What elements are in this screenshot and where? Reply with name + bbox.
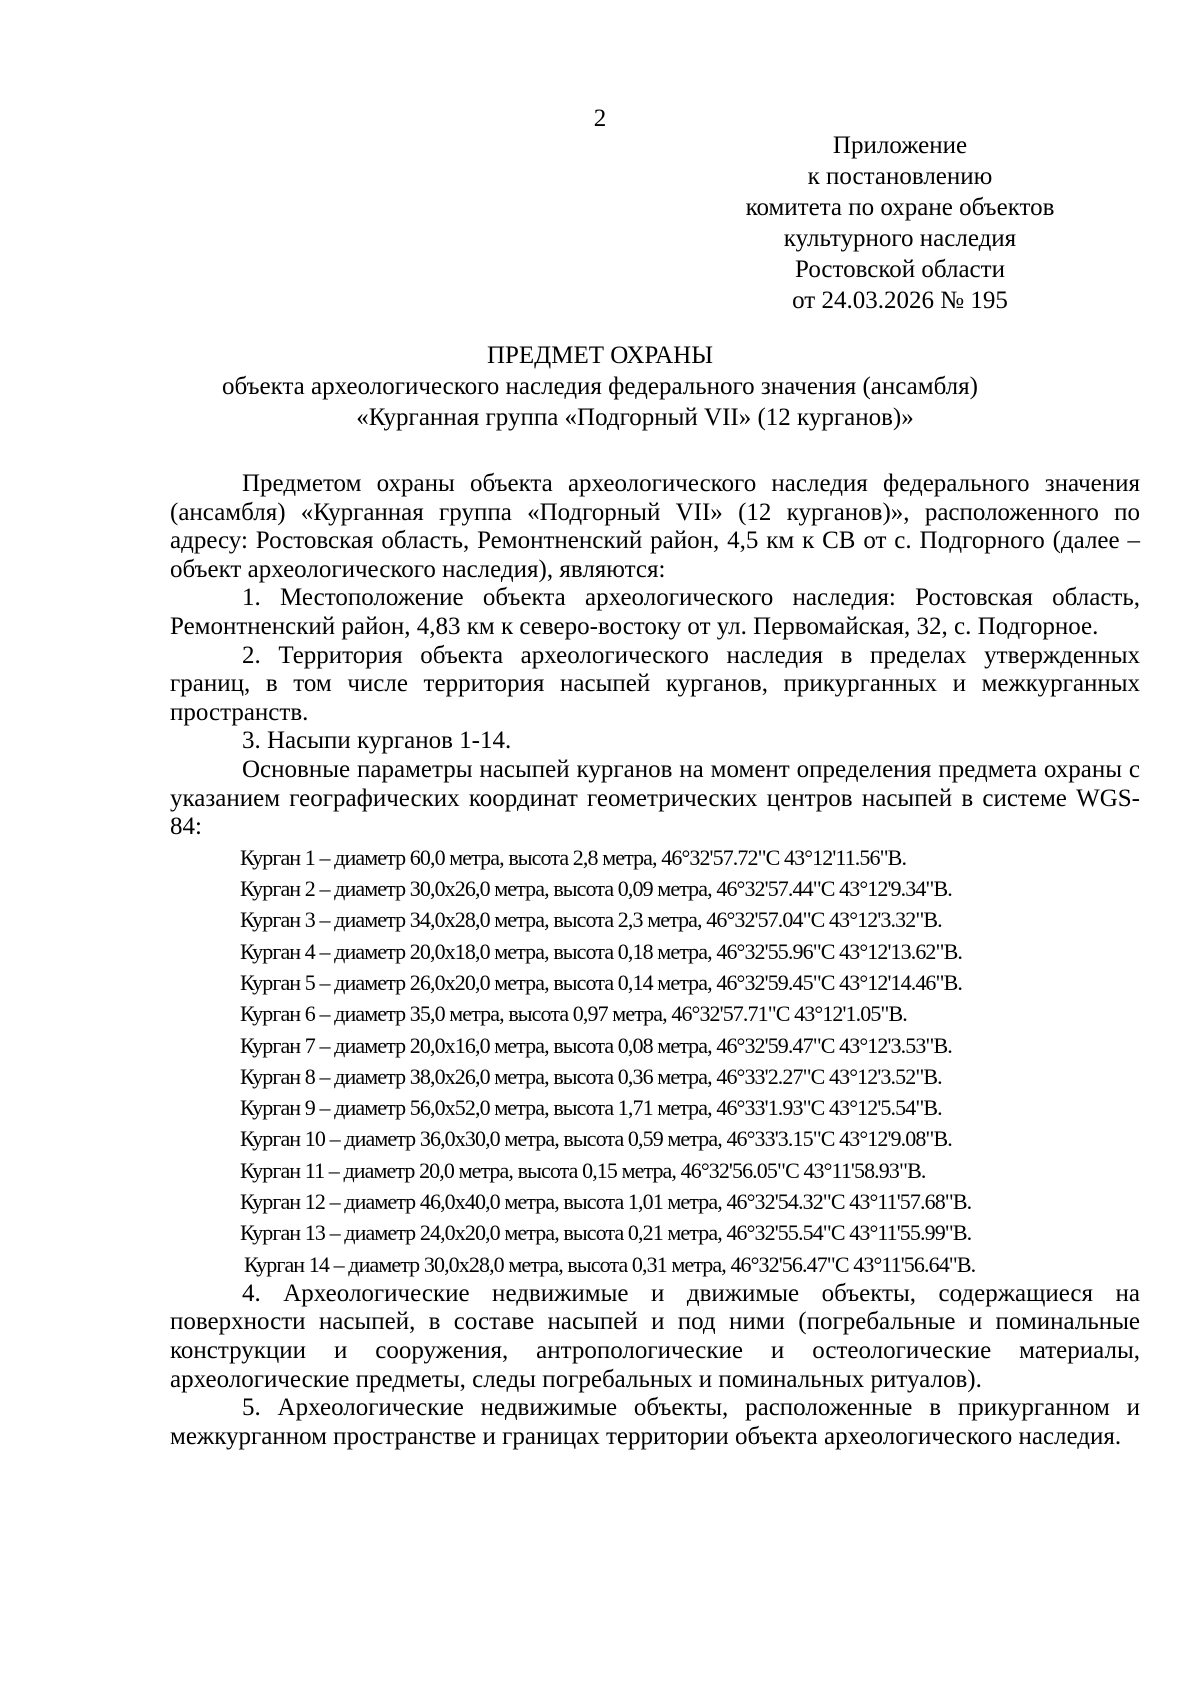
kurgan-item: Курган 14 – диаметр 30,0х28,0 метра, высота 0,31 метра, 46°32'56.47"С 43°11'56.64"В. — [244, 1251, 976, 1277]
annex-header — [740, 130, 1060, 316]
kurgan-item: Курган 2 – диаметр 30,0х26,0 метра, высота 0,09 метра, 46°32'57.44"С 43°12'9.34"В. — [240, 876, 952, 902]
kurgan-item: Курган 7 – диаметр 20,0х16,0 метра, высота 0,08 метра, 46°32'59.47"С 43°12'3.53"В. — [240, 1032, 952, 1058]
annex-line: Ростовской области — [795, 256, 1005, 283]
document-subtitle: объекта археологического наследия федерального значения (ансамбля) — [222, 373, 978, 400]
paragraph-intro: Предметом охраны объекта археологического наследия федерального значения (ансамбля) «Курганная группа «Подгорный VII» (12 курганов)», расположенного по адресу: Ростовская область, Ремонтненский район, 4,5 км к СВ от с. Подгорного (далее – объект археологического наследия), являются: — [170, 470, 1140, 583]
annex-line: Приложение — [832, 132, 968, 159]
kurgan-item: Курган 8 – диаметр 38,0х26,0 метра, высота 0,36 метра, 46°33'2.27"С 43°12'3.52"В. — [240, 1063, 942, 1089]
kurgan-item: Курган 10 – диаметр 36,0х30,0 метра, высота 0,59 метра, 46°33'3.15"С 43°12'9.08"В. — [240, 1126, 952, 1152]
kurgan-list — [170, 842, 1140, 1280]
annex-line: культурного наследия — [783, 225, 1017, 252]
kurgan-item: Курган 9 – диаметр 56,0х52,0 метра, высота 1,71 метра, 46°33'1.93"С 43°12'5.54"В. — [240, 1095, 942, 1121]
paragraph-2-territory: 2. Территория объекта археологического наследия в пределах утвержденных границ, в том числе территория насыпей курганов, прикурганных и межкурганных пространств. — [170, 641, 1140, 726]
paragraph-3-mounds: 3. Насыпи курганов 1-14. — [242, 727, 512, 755]
document-subtitle-object: «Курганная группа «Подгорный VII» (12 курганов)» — [356, 404, 914, 431]
paragraph-5-objects: 5. Археологические недвижимые объекты, расположенные в прикурганном и межкурганном пространстве и границах территории объекта археологического наследия. — [170, 1394, 1140, 1450]
kurgan-item: Курган 13 – диаметр 24,0х20,0 метра, высота 0,21 метра, 46°32'55.54"С 43°11'55.99"В. — [240, 1220, 972, 1246]
document-title: ПРЕДМЕТ ОХРАНЫ — [486, 342, 714, 369]
annex-line: к постановлению — [807, 163, 993, 190]
document-body — [170, 470, 1140, 1451]
kurgan-item: Курган 11 – диаметр 20,0 метра, высота 0,15 метра, 46°32'56.05"С 43°11'58.93"В. — [240, 1157, 926, 1183]
kurgan-item: Курган 12 – диаметр 46,0х40,0 метра, высота 1,01 метра, 46°32'54.32"С 43°11'57.68"В. — [240, 1188, 972, 1214]
paragraph-4-objects: 4. Археологические недвижимые и движимые объекты, содержащиеся на поверхности насыпей, в составе насыпей и под ними (погребальные и поминальные конструкции и сооружения, антропологические и остеологические материалы, археологические предметы, следы погребальных и поминальных ритуалов). — [170, 1279, 1140, 1393]
annex-line: комитета по охране объектов — [745, 194, 1055, 221]
document-title-block — [140, 340, 1060, 433]
paragraph-1-location: 1. Местоположение объекта археологического наследия: Ростовская область, Ремонтненский район, 4,83 км к северо-востоку от ул. Первомайская, 32, с. Подгорное. — [170, 584, 1140, 640]
kurgan-item: Курган 1 – диаметр 60,0 метра, высота 2,8 метра, 46°32'57.72"С 43°12'11.56"В. — [240, 844, 907, 870]
page-number: 2 — [593, 105, 607, 132]
kurgan-item: Курган 3 – диаметр 34,0х28,0 метра, высота 2,3 метра, 46°32'57.04"С 43°12'3.32"В. — [240, 907, 942, 933]
kurgan-item: Курган 6 – диаметр 35,0 метра, высота 0,97 метра, 46°32'57.71"С 43°12'1.05"В. — [240, 1001, 907, 1027]
annex-line: от 24.03.2026 № 195 — [792, 287, 1008, 314]
paragraph-3-parameters: Основные параметры насыпей курганов на момент определения предмета охраны с указанием географических координат геометрических центров насыпей в системе WGS-84: — [170, 755, 1140, 841]
kurgan-item: Курган 4 – диаметр 20,0х18,0 метра, высота 0,18 метра, 46°32'55.96"С 43°12'13.62"В. — [240, 938, 962, 964]
kurgan-item: Курган 5 – диаметр 26,0х20,0 метра, высота 0,14 метра, 46°32'59.45"С 43°12'14.46"В. — [240, 969, 962, 995]
